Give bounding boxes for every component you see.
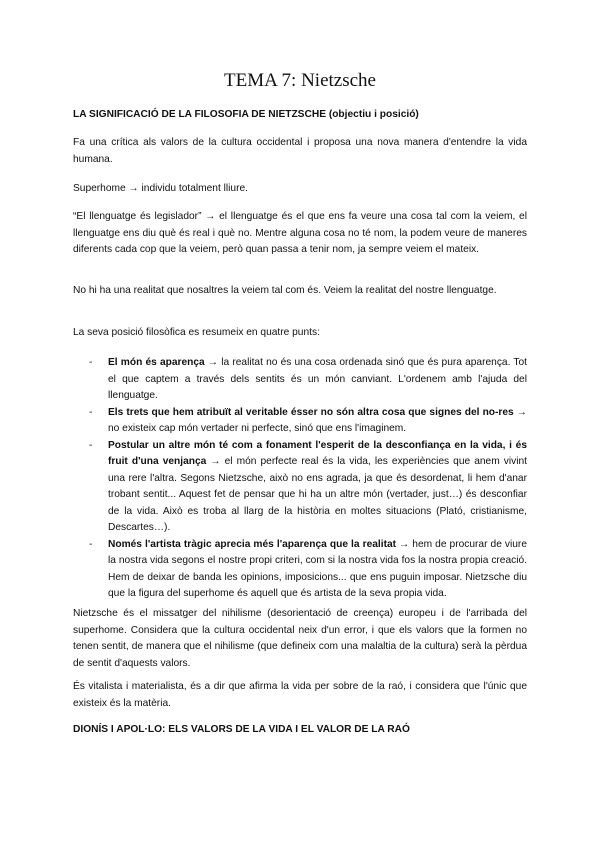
paragraph-nihilisme: Nietzsche és el missatger del nihilisme (desorientació de creença) europeu i de l'arribada del superhome. Considera que la cultura occidental neix d'un error, i que els valors que la formen no tenen sentit, de manera que el nihilisme (que defineix com una malaltia de la cultura) serà la pèrdua de sentit d'aquests valors. [73,608,527,669]
point-bold: Postular un altre món té com a fonament l'esperit de la desconfiança en la vida, i és fruit d'una venjança [108,439,527,467]
point-bold: Només l'artista tràgic aprecia més l'aparença que la realitat [108,538,397,550]
paragraph-superhome: Superhome → individu totalment lliure. [73,183,248,194]
point-text: → la realitat no és una cosa ordenada sinó que és pura aparença. Tot el que captem a través dels sentits és un món canviant. L'ordenem amb l'ajuda del llenguatge. [108,357,527,401]
list-dash: - [89,538,93,550]
list-item [73,438,527,537]
page-title: TEMA 7: Nietzsche [224,70,376,91]
list-dash: - [89,357,93,368]
paragraph-posicio: La seva posició filosòfica es resumeix en quatre punts: [73,327,320,338]
point-bold: Els trets que hem atribuït al veritable ésser no són altra cosa que signes del no-res [108,406,514,418]
paragraph-realitat: No hi ha una realitat que nosaltres la veiem tal com és. Veiem la realitat del nostre llenguatge. [73,285,497,296]
list-item [73,537,527,603]
section-heading-significacio: LA SIGNIFICACIÓ DE LA FILOSOFIA DE NIETZSCHE (objectiu i posició) [73,109,419,120]
list-item [73,405,527,438]
list-item [73,355,527,405]
point-text: → no existeix cap món vertader ni perfecte, sinó que ens l'imaginem. [108,406,527,434]
list-dash: - [89,406,93,418]
points-list [73,355,527,603]
point-text: → hem de procurar de viure la nostra vida segons el nostre propi criteri, com si la nostra vida fos la nostra propia creació. Hem de deixar de banda les opinions, imposicions... que ens puguin imposar. Nietzsche diu que la figura del superhome és aquell que és artista de la seva propia vida. [108,538,527,599]
list-dash: - [89,439,93,451]
point-bold: El món és aparença [108,357,205,368]
paragraph-llenguatge: “El llenguatge és legislador” → el llenguatge és el que ens fa veure una cosa tal com la veiem, el llenguatge ens diu què és real i què no. Mentre alguna cosa no té nom, la podem veure de maneres diferents cada cop que la veiem, però quan passa a tenir nom, ja sempre veiem el mateix. [73,211,527,255]
point-text: → el món perfecte real és la vida, les experiències que anem vivint una rere l'altra. Segons Nietzsche, això no ens agrada, ja que és desordenat, li hem d'anar trobant sentit... Aquest fet de pensar que hi ha un altre món (vertader, just…) és desconfiar de la vida. Això es troba al llarg de la història en moltes situacions (Plató, cristianisme, Descartes…). [108,456,527,533]
section-heading-dionis-apollo: DIONÍS I APOL·LO: ELS VALORS DE LA VIDA I EL VALOR DE LA RAÓ [73,724,410,735]
paragraph-critica: Fa una crítica als valors de la cultura occidental i proposa una nova manera d'entendre la vida humana. [73,137,527,165]
paragraph-vitalista: És vitalista i materialista, és a dir que afirma la vida per sobre de la raó, i considera que l'únic que existeix és la matèria. [73,681,527,709]
